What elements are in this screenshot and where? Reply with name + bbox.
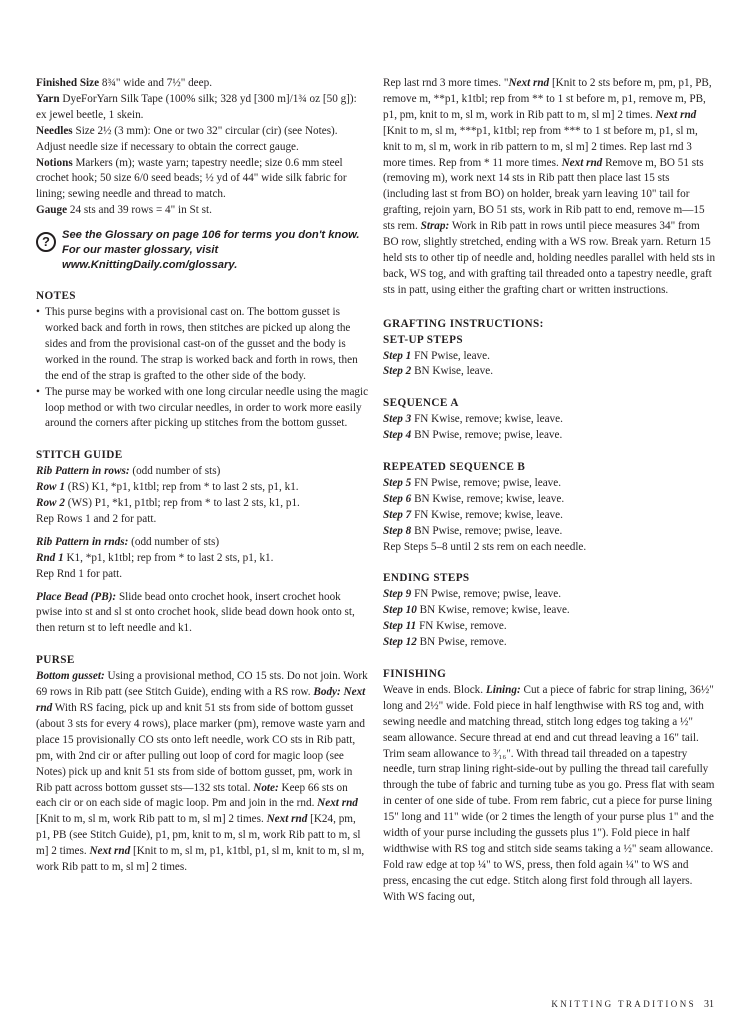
gauge-spec: Gauge 24 sts and 39 rows = 4" in St st. <box>36 204 212 217</box>
ending-steps-heading: ENDING STEPS <box>383 572 470 585</box>
grafting-step: Step 1 FN Pwise, leave. <box>383 349 490 362</box>
sequence-b-repeat: Rep Steps 5–8 until 2 sts rem on each needle. <box>383 540 587 553</box>
rib-rows-repeat: Rep Rows 1 and 2 for patt. <box>36 512 157 525</box>
rib-rows-title: Rib Pattern in rows: (odd number of sts) <box>36 465 221 478</box>
note-item: • This purse begins with a provisional cast on. The bottom gusset is worked back and forth in rows, then stitches are picked up along the sides and from the provisional cast-on of the gusset and the body is worked in the round. The strap is worked back and forth in rows, then the end of the strap is grafted to the other side of the body. <box>36 305 369 385</box>
grafting-step: Step 4 BN Pwise, remove; pwise, leave. <box>383 429 563 442</box>
left-column <box>36 76 369 876</box>
notes-list <box>36 305 369 432</box>
right-column <box>383 76 716 906</box>
question-mark-icon: ? <box>36 232 56 252</box>
publication-name: KNITTING TRADITIONS <box>551 999 696 1009</box>
sequence-b-heading: REPEATED SEQUENCE B <box>383 461 526 474</box>
yarn-spec: Yarn DyeForYarn Silk Tape (100% silk; 328 yd [300 m]/1¾ oz [50 g]): ex jewel beetle, 1 skein. <box>36 92 357 121</box>
grafting-step: Step 5 FN Pwise, remove; pwise, leave. <box>383 476 562 489</box>
purse-continued: Rep last rnd 3 more times. "Next rnd [Knit to 2 sts before m, pm, p1, PB, remove m, **p1, k1tbl; rep from ** to 1 st before m, p1, remove m, PB, p1, pm, knit to m, sl m, work in Rib patt to m, sl m] 2 times. Next rnd [Knit to m, sl m, ***p1, k1tbl; rep from *** to 1 st before m, p1, sl m, knit to m, sl m, work in rib pattern to m, sl m] 2 times. Rep last rnd 3 more times. Rep from * 11 more times. Next rnd Remove m, BO 51 sts (removing m), work next 14 sts in Rib patt then place last 15 sts (including last st from BO) on holder, break yarn leaving 10" tail for grafting, rejoin yarn, BO 51 sts, work in Rib patt to end, remove m—15 sts rem. Strap: Work in Rib patt in rows until piece measures 34" from BO row, slightly stretched, ending with a WS row. Break yarn. Return 15 held sts to other tip of needle and, holding needles parallel with held sts in back, WS tog, and with grafting tail threaded onto a tapestry needle, graft sts in patt, using either the grafting chart or written instructions. <box>383 77 716 296</box>
purse-heading: PURSE <box>36 654 75 667</box>
grafting-step: Step 9 FN Pwise, remove; pwise, leave. <box>383 588 562 601</box>
grafting-step: Step 11 FN Kwise, remove. <box>383 620 507 633</box>
needles-spec: Needles Size 2½ (3 mm): One or two 32" circular (cir) (see Notes). Adjust needle size if necessary to obtain the correct gauge. <box>36 124 338 153</box>
finishing-instructions: Weave in ends. Block. Lining: Cut a piece of fabric for strap lining, 36½" long and 2½" wide. Fold piece in half lengthwise with RS tog and, with sewing needle and matching thread, stitch long edges tog taking a ½" seam allowance. Secure thread at end and cut thread leaving a 16" tail. Trim seam allowance to ³⁄₁₆". With thread tail threaded on a tapestry needle, turn strap lining right-side-out by pulling the thread tail carefully through the tube of fabric and turning tube as you go. Press flat with seam in center of one side of tube. From rem fabric, cut a piece for purse lining 15" long and 11" wide (or 2 times the length of your purse plus 1" and the width of your purse including the gussets plus 1"). Fold piece in half widthwise with RS tog and stitch side seams taking a ½" seam allowance. Fold raw edge at top ¼" to WS, press, then fold again ¼" to WS and press, encasing the cut edge. Stitch along first fold through all layers. With WS facing out, <box>383 683 715 903</box>
finishing-heading: FINISHING <box>383 668 447 680</box>
grafting-heading: GRAFTING INSTRUCTIONS: <box>383 317 544 330</box>
notions-spec: Notions Markers (m); waste yarn; tapestry needle; size 0.6 mm steel crochet hook; 50 size 6/0 seed beads; ½ yd of 44" wide silk fabric for lining; sewing needle and thread to match. <box>36 156 347 201</box>
setup-steps-heading: SET-UP STEPS <box>383 333 463 346</box>
rib-row-1: Row 1 (RS) K1, *p1, k1tbl; rep from * to last 2 sts, p1, k1. <box>36 481 299 494</box>
grafting-step: Step 2 BN Kwise, leave. <box>383 365 493 378</box>
sequence-a-heading: SEQUENCE A <box>383 397 459 410</box>
glossary-callout <box>36 228 369 273</box>
grafting-step: Step 7 FN Kwise, remove; kwise, leave. <box>383 508 563 521</box>
glossary-text: See the Glossary on page 106 for terms you don't know. For our master glossary, visit www.KnittingDaily.com/glossary. <box>62 229 360 272</box>
finished-size: Finished Size 8¾" wide and 7½" deep. <box>36 77 212 89</box>
place-bead-definition: Place Bead (PB): Slide bead onto crochet hook, insert crochet hook pwise into st and sl st onto crochet hook, slide bead down hook onto st, then return st to left needle and k1. <box>36 590 355 635</box>
grafting-step: Step 8 BN Pwise, remove; pwise, leave. <box>383 524 563 537</box>
page-number: 31 <box>704 999 714 1010</box>
grafting-step: Step 6 BN Kwise, remove; kwise, leave. <box>383 492 565 505</box>
grafting-step: Step 12 BN Pwise, remove. <box>383 636 507 649</box>
stitch-guide-heading: STITCH GUIDE <box>36 449 123 462</box>
purse-instructions: Bottom gusset: Using a provisional method, CO 15 sts. Do not join. Work 69 rows in Rib patt (see Stitch Guide), ending with a RS row. Body: Next rnd With RS facing, pick up and knit 51 sts from side of bottom gusset (about 3 sts for every 4 rows), place marker (pm), remove waste yarn and place 15 provisionally CO sts onto left needle, work CO sts in Rib patt, pm, with 2nd cir or after pulling out loop of cord for magic loop (see Notes) pick up and knit 51 sts from side of bottom gusset, pm, work in Rib patt across bottom gusset sts—132 sts total. Note: Keep 66 sts on each cir or on each side of magic loop. Pm and join in the rnd. Next rnd [Knit to m, sl m, work Rib patt to m, sl m] 2 times. Next rnd [K24, pm, p1, PB (see Stitch Guide), p1, pm, knit to m, sl m, work Rib patt to m, sl m] 2 times. Next rnd [Knit to m, sl m, p1, k1tbl, p1, sl m, knit to m, sl m, work Rib patt to m, sl m] 2 times. <box>36 670 368 874</box>
grafting-step: Step 3 FN Kwise, remove; kwise, leave. <box>383 413 563 426</box>
note-item: • The purse may be worked with one long circular needle using the magic loop method or with two circular needles, in order to work more easily around the corners after picking up stitches from the bottom gusset. <box>36 385 369 433</box>
page-footer <box>551 999 714 1010</box>
rib-rnds-repeat: Rep Rnd 1 for patt. <box>36 567 123 580</box>
rib-row-2: Row 2 (WS) P1, *k1, p1tbl; rep from * to last 2 sts, k1, p1. <box>36 497 300 510</box>
grafting-step: Step 10 BN Kwise, remove; kwise, leave. <box>383 604 570 617</box>
notes-heading: NOTES <box>36 290 76 303</box>
rib-rnds-title: Rib Pattern in rnds: (odd number of sts) <box>36 535 220 548</box>
rib-rnd-1: Rnd 1 K1, *p1, k1tbl; rep from * to last 2 sts, p1, k1. <box>36 551 274 564</box>
